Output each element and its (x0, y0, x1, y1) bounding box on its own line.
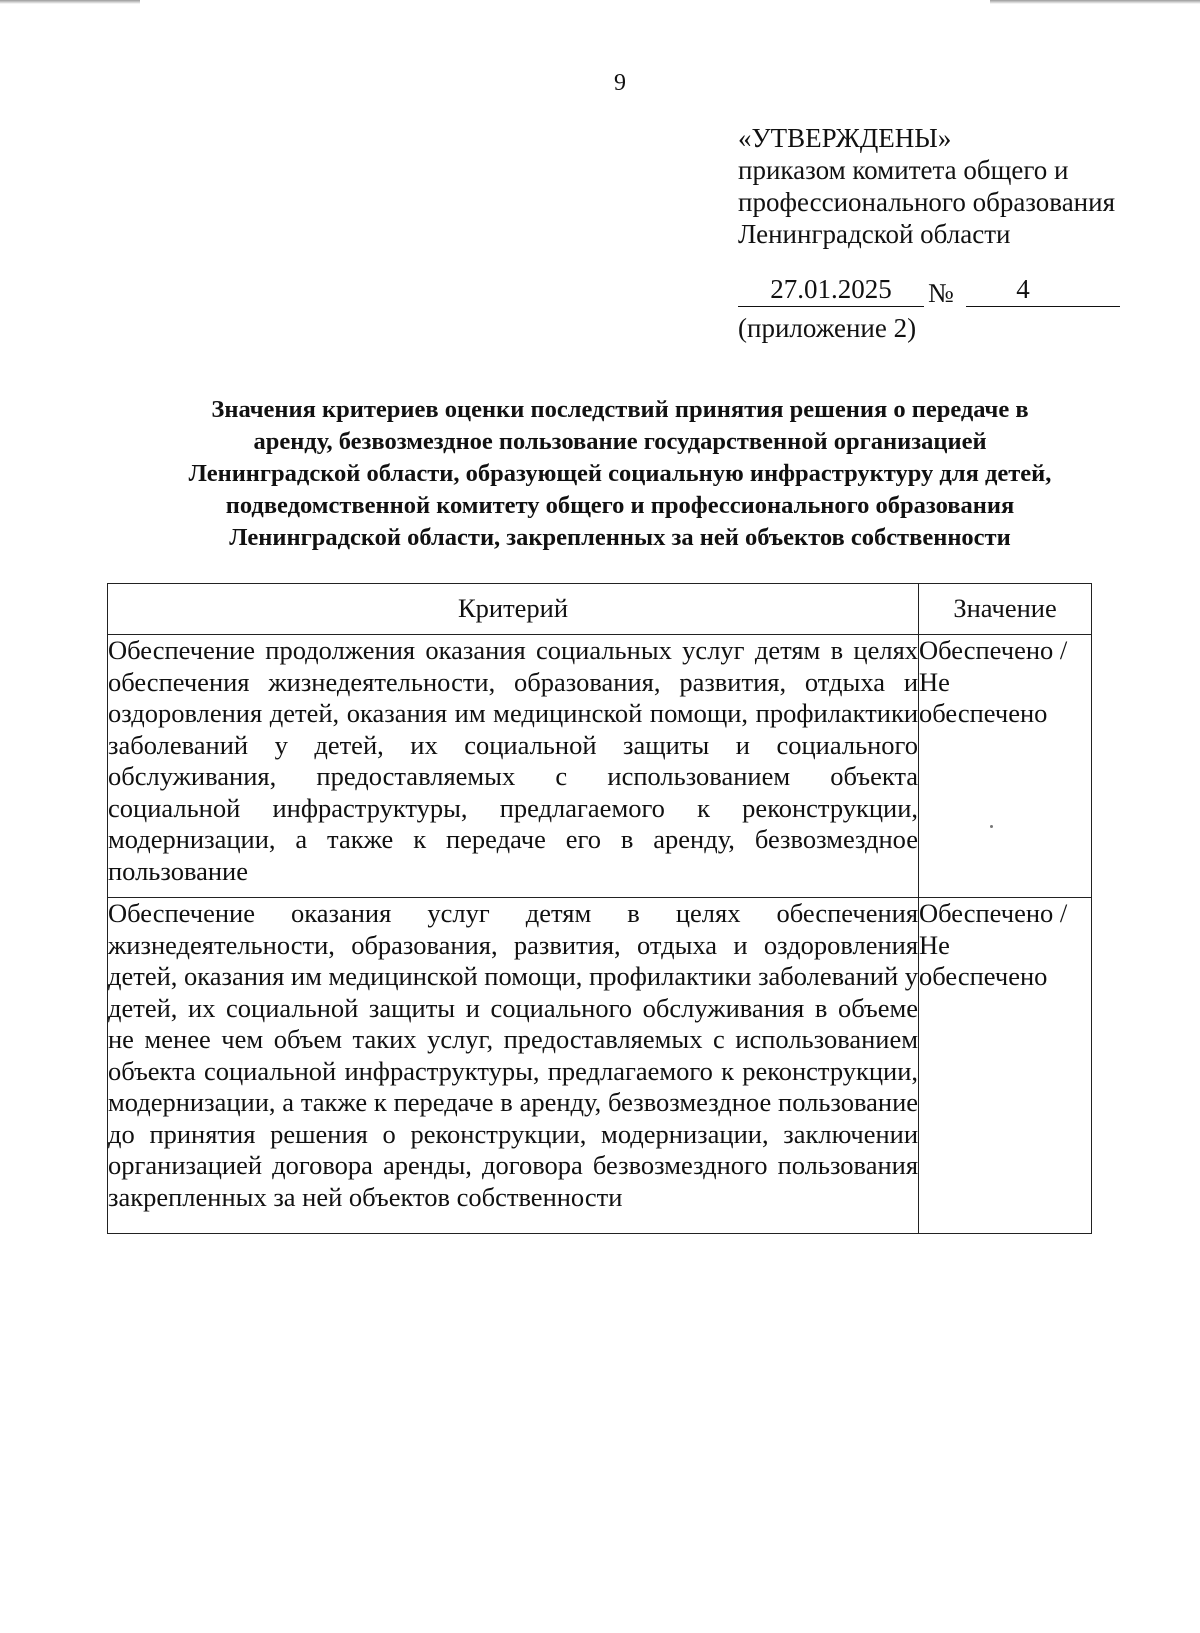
approval-line: Ленинградской области (738, 219, 1011, 249)
criteria-table (107, 583, 1092, 1234)
value-cell (919, 898, 1092, 1234)
title-line: подведомственной комитету общего и профессионального образования (225, 492, 1015, 519)
value-cell (919, 635, 1092, 898)
header-criterion: Критерий (108, 584, 919, 635)
criterion-cell: Обеспечение оказания услуг детям в целях обеспечения жизнедеятельности, образования, развития, отдыха и оздоровления детей, оказания им медицинской помощи, профилактики заболеваний у детей, их социальной защиты и социального обслуживания в объеме не менее чем объем таких услуг, предоставляемых с использованием объекта социальной инфраструктуры, предлагаемого к реконструкции, модернизации, а также к передаче в аренду, безвозмездное пользование до принятия решения о реконструкции, модернизации, заключении организацией договора аренды, договора безвозмездного пользования закрепленных за ней объектов собственности (108, 898, 919, 1234)
approval-line: профессионального образования (738, 187, 1115, 217)
table-row (108, 635, 1092, 898)
value-line: Обеспечено / (919, 898, 1068, 928)
value-line: Обеспечено / (919, 635, 1068, 665)
table-row (108, 898, 1092, 1234)
approval-block (738, 122, 1115, 250)
title-line: Значения критериев оценки последствий принятия решения о передаче в (211, 396, 1029, 423)
header-value: Значение (919, 584, 1092, 635)
value-line: обеспечено (919, 961, 1048, 991)
title-line: Ленинградской области, закрепленных за ней объектов собственности (229, 524, 1011, 551)
approval-line: приказом комитета общего и (738, 155, 1069, 185)
document-title (100, 394, 1140, 554)
approval-heading: «УТВЕРЖДЕНЫ» (738, 123, 952, 153)
value-line: Не (919, 929, 950, 960)
page-number: 9 (614, 70, 626, 96)
order-reference (738, 272, 1120, 312)
order-number-label: № (928, 278, 954, 308)
value-line: Не (919, 666, 950, 697)
order-number: 4 (966, 272, 1120, 307)
appendix-note: (приложение 2) (738, 313, 917, 343)
order-date: 27.01.2025 (738, 272, 924, 307)
scan-edge-left (0, 0, 140, 4)
title-line: аренду, безвозмездное пользование государственной организацией (253, 428, 987, 455)
table-header-row (108, 584, 1092, 635)
value-line: обеспечено (919, 698, 1048, 728)
scan-edge-right (990, 0, 1200, 4)
criterion-cell: Обеспечение продолжения оказания социальных услуг детям в целях обеспечения жизнедеятельности, образования, развития, отдыха и оздоровления детей, оказания им медицинской помощи, профилактики заболеваний у детей, их социальной защиты и социального обслуживания, предоставляемых с использованием объекта социальной инфраструктуры, предлагаемого к реконструкции, модернизации, а также к передаче его в аренду, безвозмездное пользование (108, 635, 919, 898)
title-line: Ленинградской области, образующей социальную инфраструктуру для детей, (188, 460, 1052, 487)
